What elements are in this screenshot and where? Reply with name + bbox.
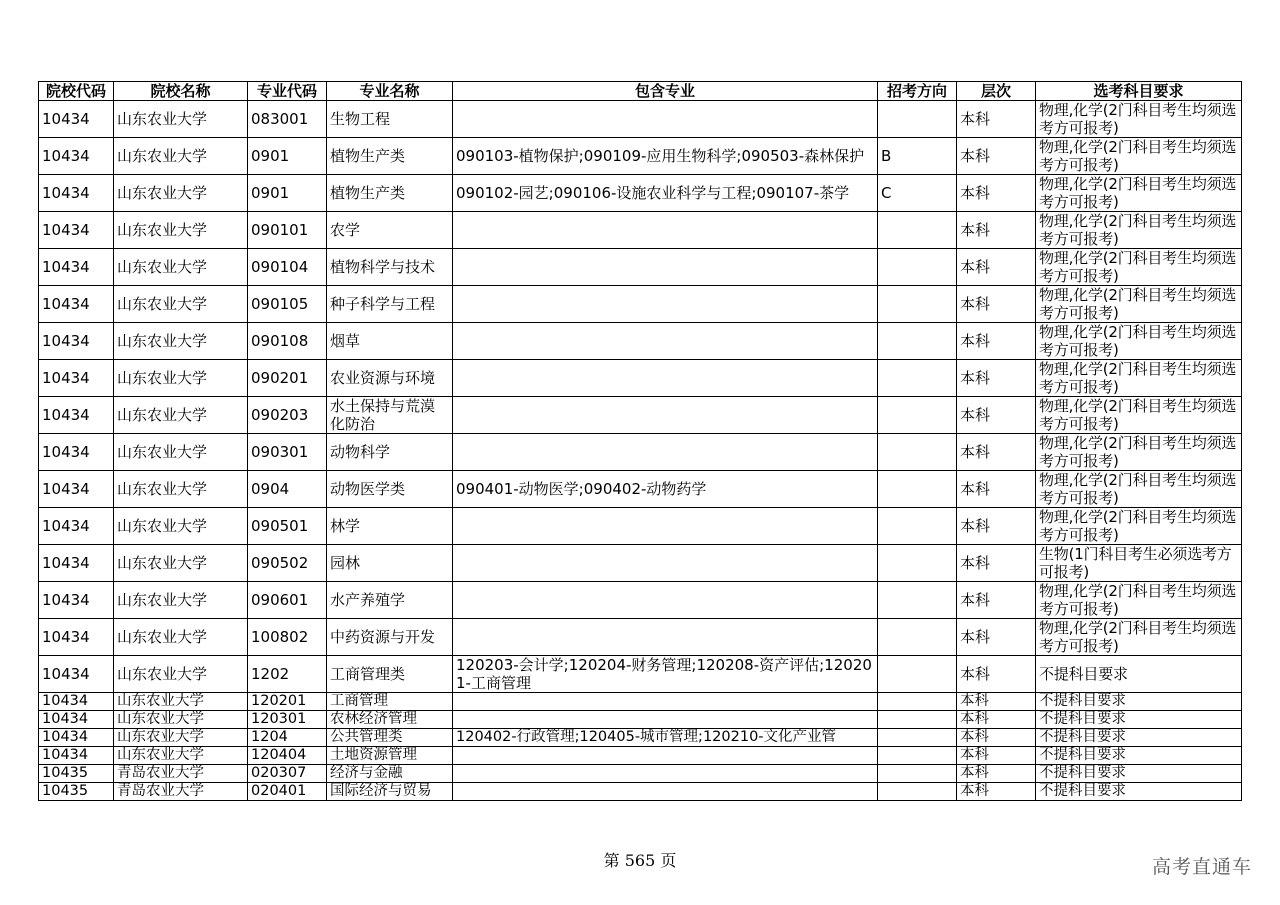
cell-subject-requirement: 不提科目要求 xyxy=(1036,783,1242,801)
cell-major-code: 090101 xyxy=(248,212,327,249)
cell-school-name: 山东农业大学 xyxy=(114,397,248,434)
cell-major-name: 农业资源与环境 xyxy=(327,360,453,397)
cell-direction xyxy=(878,471,957,508)
cell-level: 本科 xyxy=(957,471,1036,508)
cell-direction xyxy=(878,619,957,656)
cell-school-name: 山东农业大学 xyxy=(114,508,248,545)
cell-major-code: 120404 xyxy=(248,747,327,765)
cell-subject-requirement: 生物(1门科目考生必须选考方可报考) xyxy=(1036,545,1242,582)
cell-major-name: 林学 xyxy=(327,508,453,545)
cell-direction xyxy=(878,397,957,434)
cell-direction xyxy=(878,729,957,747)
cell-school-code: 10434 xyxy=(39,249,114,286)
cell-subject-requirement: 物理,化学(2门科目考生均须选考方可报考) xyxy=(1036,175,1242,212)
cell-major-code: 090108 xyxy=(248,323,327,360)
table-row xyxy=(39,693,1242,711)
cell-direction: C xyxy=(878,175,957,212)
cell-major-code: 0901 xyxy=(248,175,327,212)
cell-major-code: 0904 xyxy=(248,471,327,508)
cell-direction xyxy=(878,101,957,138)
cell-level: 本科 xyxy=(957,747,1036,765)
cell-school-name: 青岛农业大学 xyxy=(114,765,248,783)
cell-subject-requirement: 物理,化学(2门科目考生均须选考方可报考) xyxy=(1036,434,1242,471)
cell-school-code: 10434 xyxy=(39,471,114,508)
cell-direction xyxy=(878,360,957,397)
header-school-code: 院校代码 xyxy=(39,82,114,101)
cell-school-name: 山东农业大学 xyxy=(114,656,248,693)
cell-direction xyxy=(878,765,957,783)
cell-major-name: 经济与金融 xyxy=(327,765,453,783)
cell-school-code: 10434 xyxy=(39,434,114,471)
cell-included-majors xyxy=(453,582,878,619)
cell-school-code: 10434 xyxy=(39,397,114,434)
cell-included-majors: 120402-行政管理;120405-城市管理;120210-文化产业管 xyxy=(453,729,878,747)
table-row xyxy=(39,711,1242,729)
cell-major-code: 090203 xyxy=(248,397,327,434)
table-row xyxy=(39,434,1242,471)
table-row xyxy=(39,101,1242,138)
cell-major-name: 种子科学与工程 xyxy=(327,286,453,323)
cell-major-name: 公共管理类 xyxy=(327,729,453,747)
cell-school-name: 山东农业大学 xyxy=(114,471,248,508)
cell-direction xyxy=(878,582,957,619)
cell-school-code: 10434 xyxy=(39,747,114,765)
cell-direction xyxy=(878,434,957,471)
cell-major-code: 090601 xyxy=(248,582,327,619)
cell-level: 本科 xyxy=(957,582,1036,619)
cell-major-name: 水产养殖学 xyxy=(327,582,453,619)
cell-direction: B xyxy=(878,138,957,175)
cell-school-code: 10434 xyxy=(39,175,114,212)
cell-major-name: 植物生产类 xyxy=(327,175,453,212)
cell-school-code: 10434 xyxy=(39,138,114,175)
cell-school-name: 山东农业大学 xyxy=(114,434,248,471)
cell-major-code: 090105 xyxy=(248,286,327,323)
cell-subject-requirement: 物理,化学(2门科目考生均须选考方可报考) xyxy=(1036,138,1242,175)
cell-direction xyxy=(878,508,957,545)
cell-major-name: 农林经济管理 xyxy=(327,711,453,729)
cell-direction xyxy=(878,656,957,693)
cell-level: 本科 xyxy=(957,360,1036,397)
cell-level: 本科 xyxy=(957,175,1036,212)
cell-level: 本科 xyxy=(957,508,1036,545)
cell-included-majors xyxy=(453,286,878,323)
cell-school-name: 山东农业大学 xyxy=(114,545,248,582)
cell-subject-requirement: 不提科目要求 xyxy=(1036,693,1242,711)
header-major-code: 专业代码 xyxy=(248,82,327,101)
table-row xyxy=(39,656,1242,693)
table-row xyxy=(39,286,1242,323)
cell-school-name: 山东农业大学 xyxy=(114,711,248,729)
cell-major-name: 工商管理 xyxy=(327,693,453,711)
cell-included-majors xyxy=(453,212,878,249)
cell-school-name: 山东农业大学 xyxy=(114,729,248,747)
cell-direction xyxy=(878,693,957,711)
cell-school-name: 山东农业大学 xyxy=(114,286,248,323)
cell-major-name: 园林 xyxy=(327,545,453,582)
header-subject-requirement: 选考科目要求 xyxy=(1036,82,1242,101)
cell-included-majors: 090103-植物保护;090109-应用生物科学;090503-森林保护 xyxy=(453,138,878,175)
cell-school-name: 山东农业大学 xyxy=(114,747,248,765)
cell-subject-requirement: 物理,化学(2门科目考生均须选考方可报考) xyxy=(1036,360,1242,397)
cell-school-name: 山东农业大学 xyxy=(114,323,248,360)
cell-major-code: 020307 xyxy=(248,765,327,783)
cell-included-majors xyxy=(453,783,878,801)
cell-school-code: 10434 xyxy=(39,619,114,656)
cell-school-name: 山东农业大学 xyxy=(114,212,248,249)
cell-major-code: 1204 xyxy=(248,729,327,747)
table-row xyxy=(39,582,1242,619)
cell-school-code: 10434 xyxy=(39,693,114,711)
cell-direction xyxy=(878,711,957,729)
cell-included-majors xyxy=(453,711,878,729)
cell-school-code: 10434 xyxy=(39,212,114,249)
admission-table xyxy=(38,81,1242,801)
cell-major-name: 生物工程 xyxy=(327,101,453,138)
table-row xyxy=(39,323,1242,360)
cell-included-majors xyxy=(453,397,878,434)
table-row xyxy=(39,249,1242,286)
cell-major-name: 国际经济与贸易 xyxy=(327,783,453,801)
cell-level: 本科 xyxy=(957,212,1036,249)
cell-school-code: 10434 xyxy=(39,101,114,138)
cell-included-majors xyxy=(453,434,878,471)
cell-school-code: 10434 xyxy=(39,729,114,747)
header-direction: 招考方向 xyxy=(878,82,957,101)
cell-included-majors xyxy=(453,508,878,545)
cell-major-code: 090502 xyxy=(248,545,327,582)
cell-level: 本科 xyxy=(957,656,1036,693)
cell-school-code: 10434 xyxy=(39,545,114,582)
cell-subject-requirement: 不提科目要求 xyxy=(1036,765,1242,783)
cell-subject-requirement: 物理,化学(2门科目考生均须选考方可报考) xyxy=(1036,101,1242,138)
cell-subject-requirement: 物理,化学(2门科目考生均须选考方可报考) xyxy=(1036,212,1242,249)
cell-included-majors: 120203-会计学;120204-财务管理;120208-资产评估;120201-工商管理 xyxy=(453,656,878,693)
cell-subject-requirement: 不提科目要求 xyxy=(1036,747,1242,765)
cell-major-code: 0901 xyxy=(248,138,327,175)
cell-direction xyxy=(878,249,957,286)
cell-level: 本科 xyxy=(957,783,1036,801)
cell-school-code: 10434 xyxy=(39,508,114,545)
header-included-majors: 包含专业 xyxy=(453,82,878,101)
cell-level: 本科 xyxy=(957,397,1036,434)
cell-level: 本科 xyxy=(957,249,1036,286)
page-number: 第 565 页 xyxy=(603,851,677,870)
cell-level: 本科 xyxy=(957,711,1036,729)
table-row xyxy=(39,175,1242,212)
cell-included-majors: 090401-动物医学;090402-动物药学 xyxy=(453,471,878,508)
cell-school-code: 10434 xyxy=(39,711,114,729)
cell-major-code: 1202 xyxy=(248,656,327,693)
table-row xyxy=(39,765,1242,783)
cell-included-majors xyxy=(453,323,878,360)
cell-subject-requirement: 物理,化学(2门科目考生均须选考方可报考) xyxy=(1036,286,1242,323)
cell-major-name: 中药资源与开发 xyxy=(327,619,453,656)
cell-included-majors xyxy=(453,619,878,656)
cell-major-code: 020401 xyxy=(248,783,327,801)
cell-subject-requirement: 物理,化学(2门科目考生均须选考方可报考) xyxy=(1036,471,1242,508)
cell-major-code: 090104 xyxy=(248,249,327,286)
table-row xyxy=(39,360,1242,397)
cell-subject-requirement: 不提科目要求 xyxy=(1036,711,1242,729)
cell-major-code: 090501 xyxy=(248,508,327,545)
cell-school-code: 10434 xyxy=(39,360,114,397)
cell-school-code: 10435 xyxy=(39,783,114,801)
table-row xyxy=(39,729,1242,747)
cell-major-code: 090301 xyxy=(248,434,327,471)
cell-level: 本科 xyxy=(957,765,1036,783)
table-row xyxy=(39,747,1242,765)
cell-major-name: 动物医学类 xyxy=(327,471,453,508)
cell-level: 本科 xyxy=(957,434,1036,471)
cell-included-majors xyxy=(453,747,878,765)
cell-school-name: 青岛农业大学 xyxy=(114,783,248,801)
cell-major-code: 100802 xyxy=(248,619,327,656)
cell-level: 本科 xyxy=(957,729,1036,747)
cell-major-code: 083001 xyxy=(248,101,327,138)
cell-school-name: 山东农业大学 xyxy=(114,619,248,656)
cell-major-name: 植物科学与技术 xyxy=(327,249,453,286)
cell-school-name: 山东农业大学 xyxy=(114,175,248,212)
cell-subject-requirement: 不提科目要求 xyxy=(1036,729,1242,747)
table-row xyxy=(39,138,1242,175)
cell-school-code: 10434 xyxy=(39,323,114,360)
cell-level: 本科 xyxy=(957,286,1036,323)
table-body xyxy=(39,101,1242,801)
cell-major-name: 土地资源管理 xyxy=(327,747,453,765)
cell-level: 本科 xyxy=(957,101,1036,138)
cell-school-code: 10434 xyxy=(39,582,114,619)
cell-included-majors xyxy=(453,101,878,138)
table-row xyxy=(39,545,1242,582)
cell-included-majors xyxy=(453,765,878,783)
cell-major-name: 烟草 xyxy=(327,323,453,360)
cell-level: 本科 xyxy=(957,693,1036,711)
cell-included-majors: 090102-园艺;090106-设施农业科学与工程;090107-茶学 xyxy=(453,175,878,212)
watermark-logo: 高考直通车 xyxy=(1151,856,1252,878)
cell-subject-requirement: 物理,化学(2门科目考生均须选考方可报考) xyxy=(1036,249,1242,286)
cell-included-majors xyxy=(453,360,878,397)
table-row xyxy=(39,212,1242,249)
cell-major-name: 水土保持与荒漠化防治 xyxy=(327,397,453,434)
cell-direction xyxy=(878,212,957,249)
cell-level: 本科 xyxy=(957,323,1036,360)
table-row xyxy=(39,619,1242,656)
cell-direction xyxy=(878,747,957,765)
cell-school-name: 山东农业大学 xyxy=(114,693,248,711)
cell-subject-requirement: 物理,化学(2门科目考生均须选考方可报考) xyxy=(1036,619,1242,656)
cell-school-name: 山东农业大学 xyxy=(114,360,248,397)
table-row xyxy=(39,397,1242,434)
cell-subject-requirement: 物理,化学(2门科目考生均须选考方可报考) xyxy=(1036,323,1242,360)
cell-subject-requirement: 物理,化学(2门科目考生均须选考方可报考) xyxy=(1036,397,1242,434)
cell-direction xyxy=(878,286,957,323)
cell-subject-requirement: 物理,化学(2门科目考生均须选考方可报考) xyxy=(1036,582,1242,619)
cell-major-name: 动物科学 xyxy=(327,434,453,471)
table-row xyxy=(39,471,1242,508)
table-row xyxy=(39,508,1242,545)
cell-level: 本科 xyxy=(957,619,1036,656)
cell-included-majors xyxy=(453,693,878,711)
cell-level: 本科 xyxy=(957,545,1036,582)
cell-school-name: 山东农业大学 xyxy=(114,138,248,175)
cell-included-majors xyxy=(453,249,878,286)
cell-major-name: 工商管理类 xyxy=(327,656,453,693)
header-row xyxy=(39,82,1242,101)
header-major-name: 专业名称 xyxy=(327,82,453,101)
cell-direction xyxy=(878,545,957,582)
cell-direction xyxy=(878,783,957,801)
table-row xyxy=(39,783,1242,801)
cell-major-code: 090201 xyxy=(248,360,327,397)
cell-school-name: 山东农业大学 xyxy=(114,249,248,286)
cell-major-name: 农学 xyxy=(327,212,453,249)
cell-included-majors xyxy=(453,545,878,582)
cell-school-code: 10434 xyxy=(39,286,114,323)
cell-major-code: 120201 xyxy=(248,693,327,711)
cell-school-code: 10434 xyxy=(39,656,114,693)
cell-subject-requirement: 物理,化学(2门科目考生均须选考方可报考) xyxy=(1036,508,1242,545)
cell-major-code: 120301 xyxy=(248,711,327,729)
cell-level: 本科 xyxy=(957,138,1036,175)
cell-school-code: 10435 xyxy=(39,765,114,783)
cell-school-name: 山东农业大学 xyxy=(114,101,248,138)
cell-school-name: 山东农业大学 xyxy=(114,582,248,619)
header-level: 层次 xyxy=(957,82,1036,101)
cell-direction xyxy=(878,323,957,360)
cell-subject-requirement: 不提科目要求 xyxy=(1036,656,1242,693)
header-school-name: 院校名称 xyxy=(114,82,248,101)
cell-major-name: 植物生产类 xyxy=(327,138,453,175)
